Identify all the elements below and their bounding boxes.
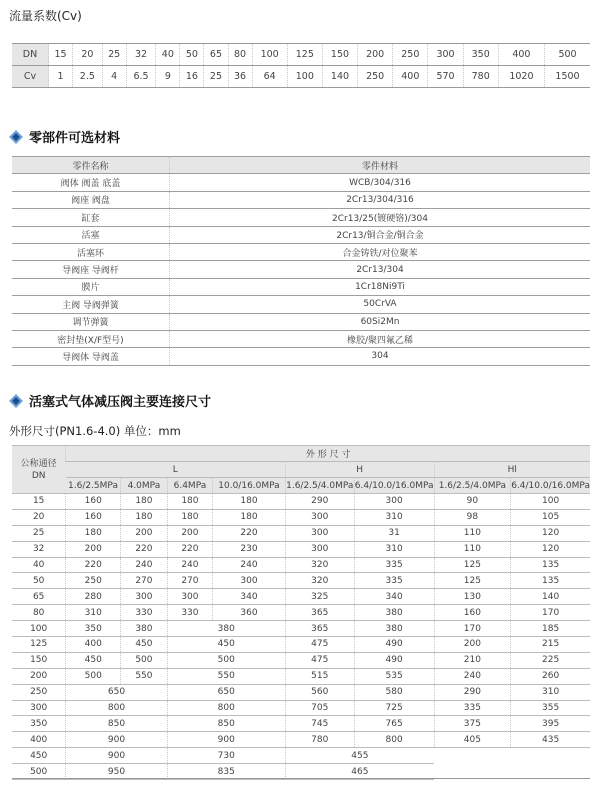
dims-h-b: 310 — [354, 509, 434, 525]
dims-hl-a: 210 — [434, 652, 511, 668]
cv-value-cell: 1020 — [498, 66, 544, 88]
dims-hl-b: 105 — [511, 509, 590, 525]
dims-h-b: 310 — [354, 541, 434, 557]
dims-hl-b: 135 — [511, 557, 590, 573]
material-value: 2Cr13/304 — [170, 261, 591, 278]
dims-row — [12, 748, 590, 764]
dims-hl-a: 125 — [434, 573, 511, 589]
dims-hl-b: 170 — [511, 605, 590, 621]
material-part-name: 缸套 — [12, 209, 170, 226]
dims-row — [12, 652, 590, 668]
cv-value-cell: 25 — [204, 66, 228, 88]
dims-l-d: 340 — [213, 589, 286, 605]
dims-l-cd: 900 — [167, 732, 285, 748]
dims-row — [12, 621, 590, 637]
dims-dn: 15 — [12, 494, 66, 510]
material-part-name: 阀座 阀盘 — [12, 191, 170, 208]
material-part-name: 导阀座 导阀杆 — [12, 261, 170, 278]
dims-group-L: L — [66, 462, 285, 478]
dims-hl-a: 90 — [434, 494, 511, 510]
dims-dn: 300 — [12, 700, 66, 716]
dims-sub-header: 10.0/16.0MPa — [213, 478, 286, 494]
dims-sub-header: 6.4MPa — [167, 478, 213, 494]
dims-l-d: 220 — [213, 525, 286, 541]
material-part-name: 活塞 — [12, 226, 170, 243]
dims-subtitle: 外形尺寸(PN1.6-4.0) 单位：mm — [9, 424, 181, 438]
dims-h-a: 365 — [285, 605, 354, 621]
materials-row — [12, 174, 590, 191]
materials-row — [12, 296, 590, 313]
dims-group-Hl: Hl — [434, 462, 590, 478]
dims-l-d: 180 — [213, 494, 286, 510]
dims-h-a: 320 — [285, 573, 354, 589]
dims-l-ab: 650 — [66, 684, 167, 700]
dims-l-a: 450 — [66, 652, 121, 668]
dims-row — [12, 509, 590, 525]
dims-hl-b: 225 — [511, 652, 590, 668]
dims-l-c: 180 — [167, 494, 213, 510]
dims-h-b: 725 — [354, 700, 434, 716]
dims-h-a: 475 — [285, 652, 354, 668]
dims-l-ab: 900 — [66, 748, 167, 764]
dims-dn: 350 — [12, 716, 66, 732]
dims-dn-header-line2: DN — [31, 470, 46, 481]
dims-l-d: 180 — [213, 509, 286, 525]
cv-dn-cell: 125 — [287, 44, 322, 66]
material-value: 2Cr13/铜合金/铜合金 — [170, 226, 591, 243]
dims-l-d: 230 — [213, 541, 286, 557]
cv-dn-row — [12, 44, 590, 66]
dims-h-b: 335 — [354, 573, 434, 589]
dims-h-a: 325 — [285, 589, 354, 605]
dims-h-b: 765 — [354, 716, 434, 732]
material-part-name: 膜片 — [12, 278, 170, 295]
dims-dn: 450 — [12, 748, 66, 764]
dims-l-c: 330 — [167, 605, 213, 621]
material-value: 1Cr18Ni9Ti — [170, 278, 591, 295]
dims-row — [12, 589, 590, 605]
dims-l-a: 220 — [66, 557, 121, 573]
dimensions-table — [12, 445, 590, 780]
material-part-name: 调节弹簧 — [12, 313, 170, 330]
dims-l-b: 200 — [121, 525, 168, 541]
dims-hl-a: 160 — [434, 605, 511, 621]
dims-hl-a: 455 — [285, 748, 434, 764]
cv-dn-cell: 400 — [498, 44, 544, 66]
dims-hl-b: 395 — [511, 716, 590, 732]
dims-hl-a: 465 — [285, 764, 434, 780]
dims-header-row-2 — [12, 462, 590, 478]
dims-l-c: 220 — [167, 541, 213, 557]
dims-hl-b: 215 — [511, 637, 590, 653]
dims-l-c: 180 — [167, 509, 213, 525]
materials-row — [12, 348, 590, 365]
cv-dn-cell: 200 — [358, 44, 393, 66]
material-value: 304 — [170, 348, 591, 365]
cv-section-title: 流量系数(Cv) — [9, 9, 82, 23]
dims-sub-header: 6.4/10.0/16.0MPa — [354, 478, 434, 494]
dims-sub-header: 6.4/10.0/16.0MPa — [511, 478, 590, 494]
dims-sub-header: 1.6/2.5/4.0MPa — [434, 478, 511, 494]
dims-dn: 500 — [12, 764, 66, 780]
dims-l-a: 250 — [66, 573, 121, 589]
cv-value-cell: 64 — [252, 66, 287, 88]
dims-h-a: 835 — [167, 764, 285, 780]
dims-h-a: 730 — [167, 748, 285, 764]
dims-row — [12, 557, 590, 573]
dims-row — [12, 668, 590, 684]
dims-l-cd: 800 — [167, 700, 285, 716]
dims-dn-header-line1: 公称通径 — [20, 458, 57, 469]
dims-hl-a: 290 — [434, 684, 511, 700]
dims-row — [12, 541, 590, 557]
diamond-bullet-icon — [9, 394, 23, 408]
materials-header-part: 零件名称 — [12, 157, 170, 174]
dims-dn: 125 — [12, 637, 66, 653]
dims-group-H: H — [285, 462, 434, 478]
dims-row — [12, 573, 590, 589]
cv-value-cell: 570 — [428, 66, 463, 88]
dims-dn: 65 — [12, 589, 66, 605]
dims-l-a: 160 — [66, 494, 121, 510]
materials-row — [12, 191, 590, 208]
dims-l-c: 200 — [167, 525, 213, 541]
dims-dn: 50 — [12, 573, 66, 589]
cv-dn-cell: 50 — [180, 44, 204, 66]
dims-l-b: 240 — [121, 557, 168, 573]
materials-section-title — [9, 127, 120, 146]
dims-h-b: 380 — [354, 621, 434, 637]
dims-h-a: 475 — [285, 637, 354, 653]
dims-l-d: 240 — [213, 557, 286, 573]
dims-hl-a: 405 — [434, 732, 511, 748]
dims-hl-b: 260 — [511, 668, 590, 684]
cv-dn-cell: 80 — [228, 44, 252, 66]
cv-dn-cell: 500 — [545, 44, 590, 66]
cv-value-cell: 16 — [180, 66, 204, 88]
dims-h-b: 340 — [354, 589, 434, 605]
dims-l-a: 280 — [66, 589, 121, 605]
dims-l-ab: 900 — [66, 732, 167, 748]
dims-dn: 250 — [12, 684, 66, 700]
dims-l-a: 160 — [66, 509, 121, 525]
dims-hl-a: 170 — [434, 621, 511, 637]
material-value: 橡胶/聚四氟乙稀 — [170, 330, 591, 347]
dims-sub-header: 1.6/2.5/4.0MPa — [285, 478, 354, 494]
dims-hl-a: 110 — [434, 541, 511, 557]
dims-h-a: 290 — [285, 494, 354, 510]
dims-hl-a: 240 — [434, 668, 511, 684]
material-value: 2Cr13/304/316 — [170, 191, 591, 208]
dims-l-a: 500 — [66, 668, 121, 684]
dims-dn: 25 — [12, 525, 66, 541]
dims-row — [12, 637, 590, 653]
dims-l-ab: 800 — [66, 700, 167, 716]
cv-dn-cell: 65 — [204, 44, 228, 66]
cv-dn-cell: 25 — [102, 44, 126, 66]
dims-l-a: 200 — [66, 541, 121, 557]
dims-hl-a: 110 — [434, 525, 511, 541]
dims-dn: 20 — [12, 509, 66, 525]
dims-l-b: 450 — [121, 637, 168, 653]
dims-l-d: 360 — [213, 605, 286, 621]
material-part-name: 导阀体 导阀盖 — [12, 348, 170, 365]
dims-row — [12, 605, 590, 621]
dims-hl-a: 375 — [434, 716, 511, 732]
dims-l-cd: 650 — [167, 684, 285, 700]
dims-l-b: 300 — [121, 589, 168, 605]
cv-dn-cell: 350 — [463, 44, 498, 66]
dims-l-b: 270 — [121, 573, 168, 589]
dims-l-b: 330 — [121, 605, 168, 621]
dims-row — [12, 716, 590, 732]
dims-l-b: 550 — [121, 668, 168, 684]
material-value: 60Si2Mn — [170, 313, 591, 330]
cv-value-cell: 400 — [393, 66, 428, 88]
dims-dn: 100 — [12, 621, 66, 637]
dims-h-b: 490 — [354, 637, 434, 653]
dims-h-a: 300 — [285, 525, 354, 541]
dims-row — [12, 732, 590, 748]
cv-table — [12, 43, 590, 88]
materials-row — [12, 226, 590, 243]
dims-h-b: 300 — [354, 494, 434, 510]
dims-hl-a: 98 — [434, 509, 511, 525]
dims-dn: 40 — [12, 557, 66, 573]
materials-row — [12, 243, 590, 260]
dims-l-b: 380 — [121, 621, 168, 637]
dims-h-b: 800 — [354, 732, 434, 748]
dims-h-b: 535 — [354, 668, 434, 684]
cv-value-cell: 1 — [49, 66, 73, 88]
dims-l-a: 400 — [66, 637, 121, 653]
dims-l-cd: 450 — [167, 637, 285, 653]
material-value: 2Cr13/25(镀硬铬)/304 — [170, 209, 591, 226]
dims-l-ab: 850 — [66, 716, 167, 732]
cv-dn-cell: 15 — [49, 44, 73, 66]
dims-hl-b: 135 — [511, 573, 590, 589]
dims-hl-a: 125 — [434, 557, 511, 573]
material-part-name: 活塞环 — [12, 243, 170, 260]
dims-l-cd: 850 — [167, 716, 285, 732]
dims-l-cd: 550 — [167, 668, 285, 684]
dims-l-a: 310 — [66, 605, 121, 621]
dims-hl-b: 120 — [511, 525, 590, 541]
dims-h-a: 780 — [285, 732, 354, 748]
dims-hl-b: 185 — [511, 621, 590, 637]
dims-h-a: 705 — [285, 700, 354, 716]
dims-header-row-1 — [12, 446, 590, 462]
dims-hl-b: 435 — [511, 732, 590, 748]
material-value: 合金铸铁/对位聚苯 — [170, 243, 591, 260]
dims-dn: 400 — [12, 732, 66, 748]
dims-dn-header — [12, 446, 66, 494]
dims-l-a: 350 — [66, 621, 121, 637]
cv-dn-cell: 100 — [252, 44, 287, 66]
materials-row — [12, 209, 590, 226]
dims-hl-b: 100 — [511, 494, 590, 510]
cv-value-cell: 780 — [463, 66, 498, 88]
dims-l-cd: 500 — [167, 652, 285, 668]
dims-hl-b: 120 — [511, 541, 590, 557]
dims-l-c: 270 — [167, 573, 213, 589]
dims-l-b: 500 — [121, 652, 168, 668]
materials-row — [12, 330, 590, 347]
cv-value-cell: 1500 — [545, 66, 590, 88]
cv-dn-cell: 40 — [156, 44, 180, 66]
dims-l-ab: 950 — [66, 764, 167, 780]
bottom-divider — [12, 778, 590, 779]
dims-l-b: 220 — [121, 541, 168, 557]
diamond-bullet-icon — [9, 130, 23, 144]
dims-hl-a: 200 — [434, 637, 511, 653]
cv-value-row — [12, 66, 590, 88]
dims-l-c: 300 — [167, 589, 213, 605]
cv-value-cell: 250 — [358, 66, 393, 88]
dims-dn: 200 — [12, 668, 66, 684]
cv-cv-label: Cv — [12, 66, 49, 88]
dims-row — [12, 494, 590, 510]
cv-value-cell: 100 — [287, 66, 322, 88]
dims-sub-header: 1.6/2.5MPa — [66, 478, 121, 494]
dims-h-b: 490 — [354, 652, 434, 668]
dims-section-title — [9, 391, 211, 410]
material-part-name: 阀体 阀盖 底盖 — [12, 174, 170, 191]
dims-hl-b: 140 — [511, 589, 590, 605]
dims-row — [12, 525, 590, 541]
cv-dn-label: DN — [12, 44, 49, 66]
dims-sub-header: 4.0MPa — [121, 478, 168, 494]
materials-header-material: 零件材料 — [170, 157, 591, 174]
dims-row — [12, 700, 590, 716]
dims-header-row-3 — [12, 478, 590, 494]
cv-value-cell: 140 — [322, 66, 357, 88]
materials-row — [12, 261, 590, 278]
dims-dn: 150 — [12, 652, 66, 668]
dims-h-a: 320 — [285, 557, 354, 573]
dims-h-a: 365 — [285, 621, 354, 637]
cv-dn-cell: 20 — [73, 44, 103, 66]
dims-dn: 32 — [12, 541, 66, 557]
materials-row — [12, 313, 590, 330]
dims-l-cd: 380 — [167, 621, 285, 637]
material-part-name: 主阀 导阀弹簧 — [12, 296, 170, 313]
materials-table — [12, 156, 590, 366]
cv-dn-cell: 150 — [322, 44, 357, 66]
dims-l-b: 180 — [121, 494, 168, 510]
dims-h-b: 31 — [354, 525, 434, 541]
dims-hl-a: 335 — [434, 700, 511, 716]
cv-dn-cell: 32 — [126, 44, 156, 66]
materials-header-row — [12, 157, 590, 174]
material-part-name: 密封垫(X/F型号) — [12, 330, 170, 347]
dims-h-b: 580 — [354, 684, 434, 700]
dims-l-b: 180 — [121, 509, 168, 525]
cv-value-cell: 36 — [228, 66, 252, 88]
dims-hl-a: 130 — [434, 589, 511, 605]
dims-dn: 80 — [12, 605, 66, 621]
dims-h-a: 515 — [285, 668, 354, 684]
dims-outline-header: 外 形 尺 寸 — [66, 446, 590, 462]
cv-value-cell: 4 — [102, 66, 126, 88]
materials-row — [12, 278, 590, 295]
material-value: 50CrVA — [170, 296, 591, 313]
dims-title-text: 活塞式气体减压阀主要连接尺寸 — [29, 395, 212, 410]
dims-h-a: 300 — [285, 509, 354, 525]
cv-value-cell: 6.5 — [126, 66, 156, 88]
cv-dn-cell: 250 — [393, 44, 428, 66]
dims-row — [12, 684, 590, 700]
materials-title-text: 零部件可选材料 — [29, 131, 121, 146]
cv-value-cell: 2.5 — [73, 66, 103, 88]
cv-dn-cell: 300 — [428, 44, 463, 66]
dims-h-b: 380 — [354, 605, 434, 621]
dims-hl-b: 310 — [511, 684, 590, 700]
dims-hl-b: 355 — [511, 700, 590, 716]
dims-l-c: 240 — [167, 557, 213, 573]
dims-h-a: 745 — [285, 716, 354, 732]
material-value: WCB/304/316 — [170, 174, 591, 191]
cv-value-cell: 9 — [156, 66, 180, 88]
dims-l-a: 180 — [66, 525, 121, 541]
dims-l-d: 300 — [213, 573, 286, 589]
dims-h-b: 335 — [354, 557, 434, 573]
dims-h-a: 560 — [285, 684, 354, 700]
dims-h-a: 300 — [285, 541, 354, 557]
